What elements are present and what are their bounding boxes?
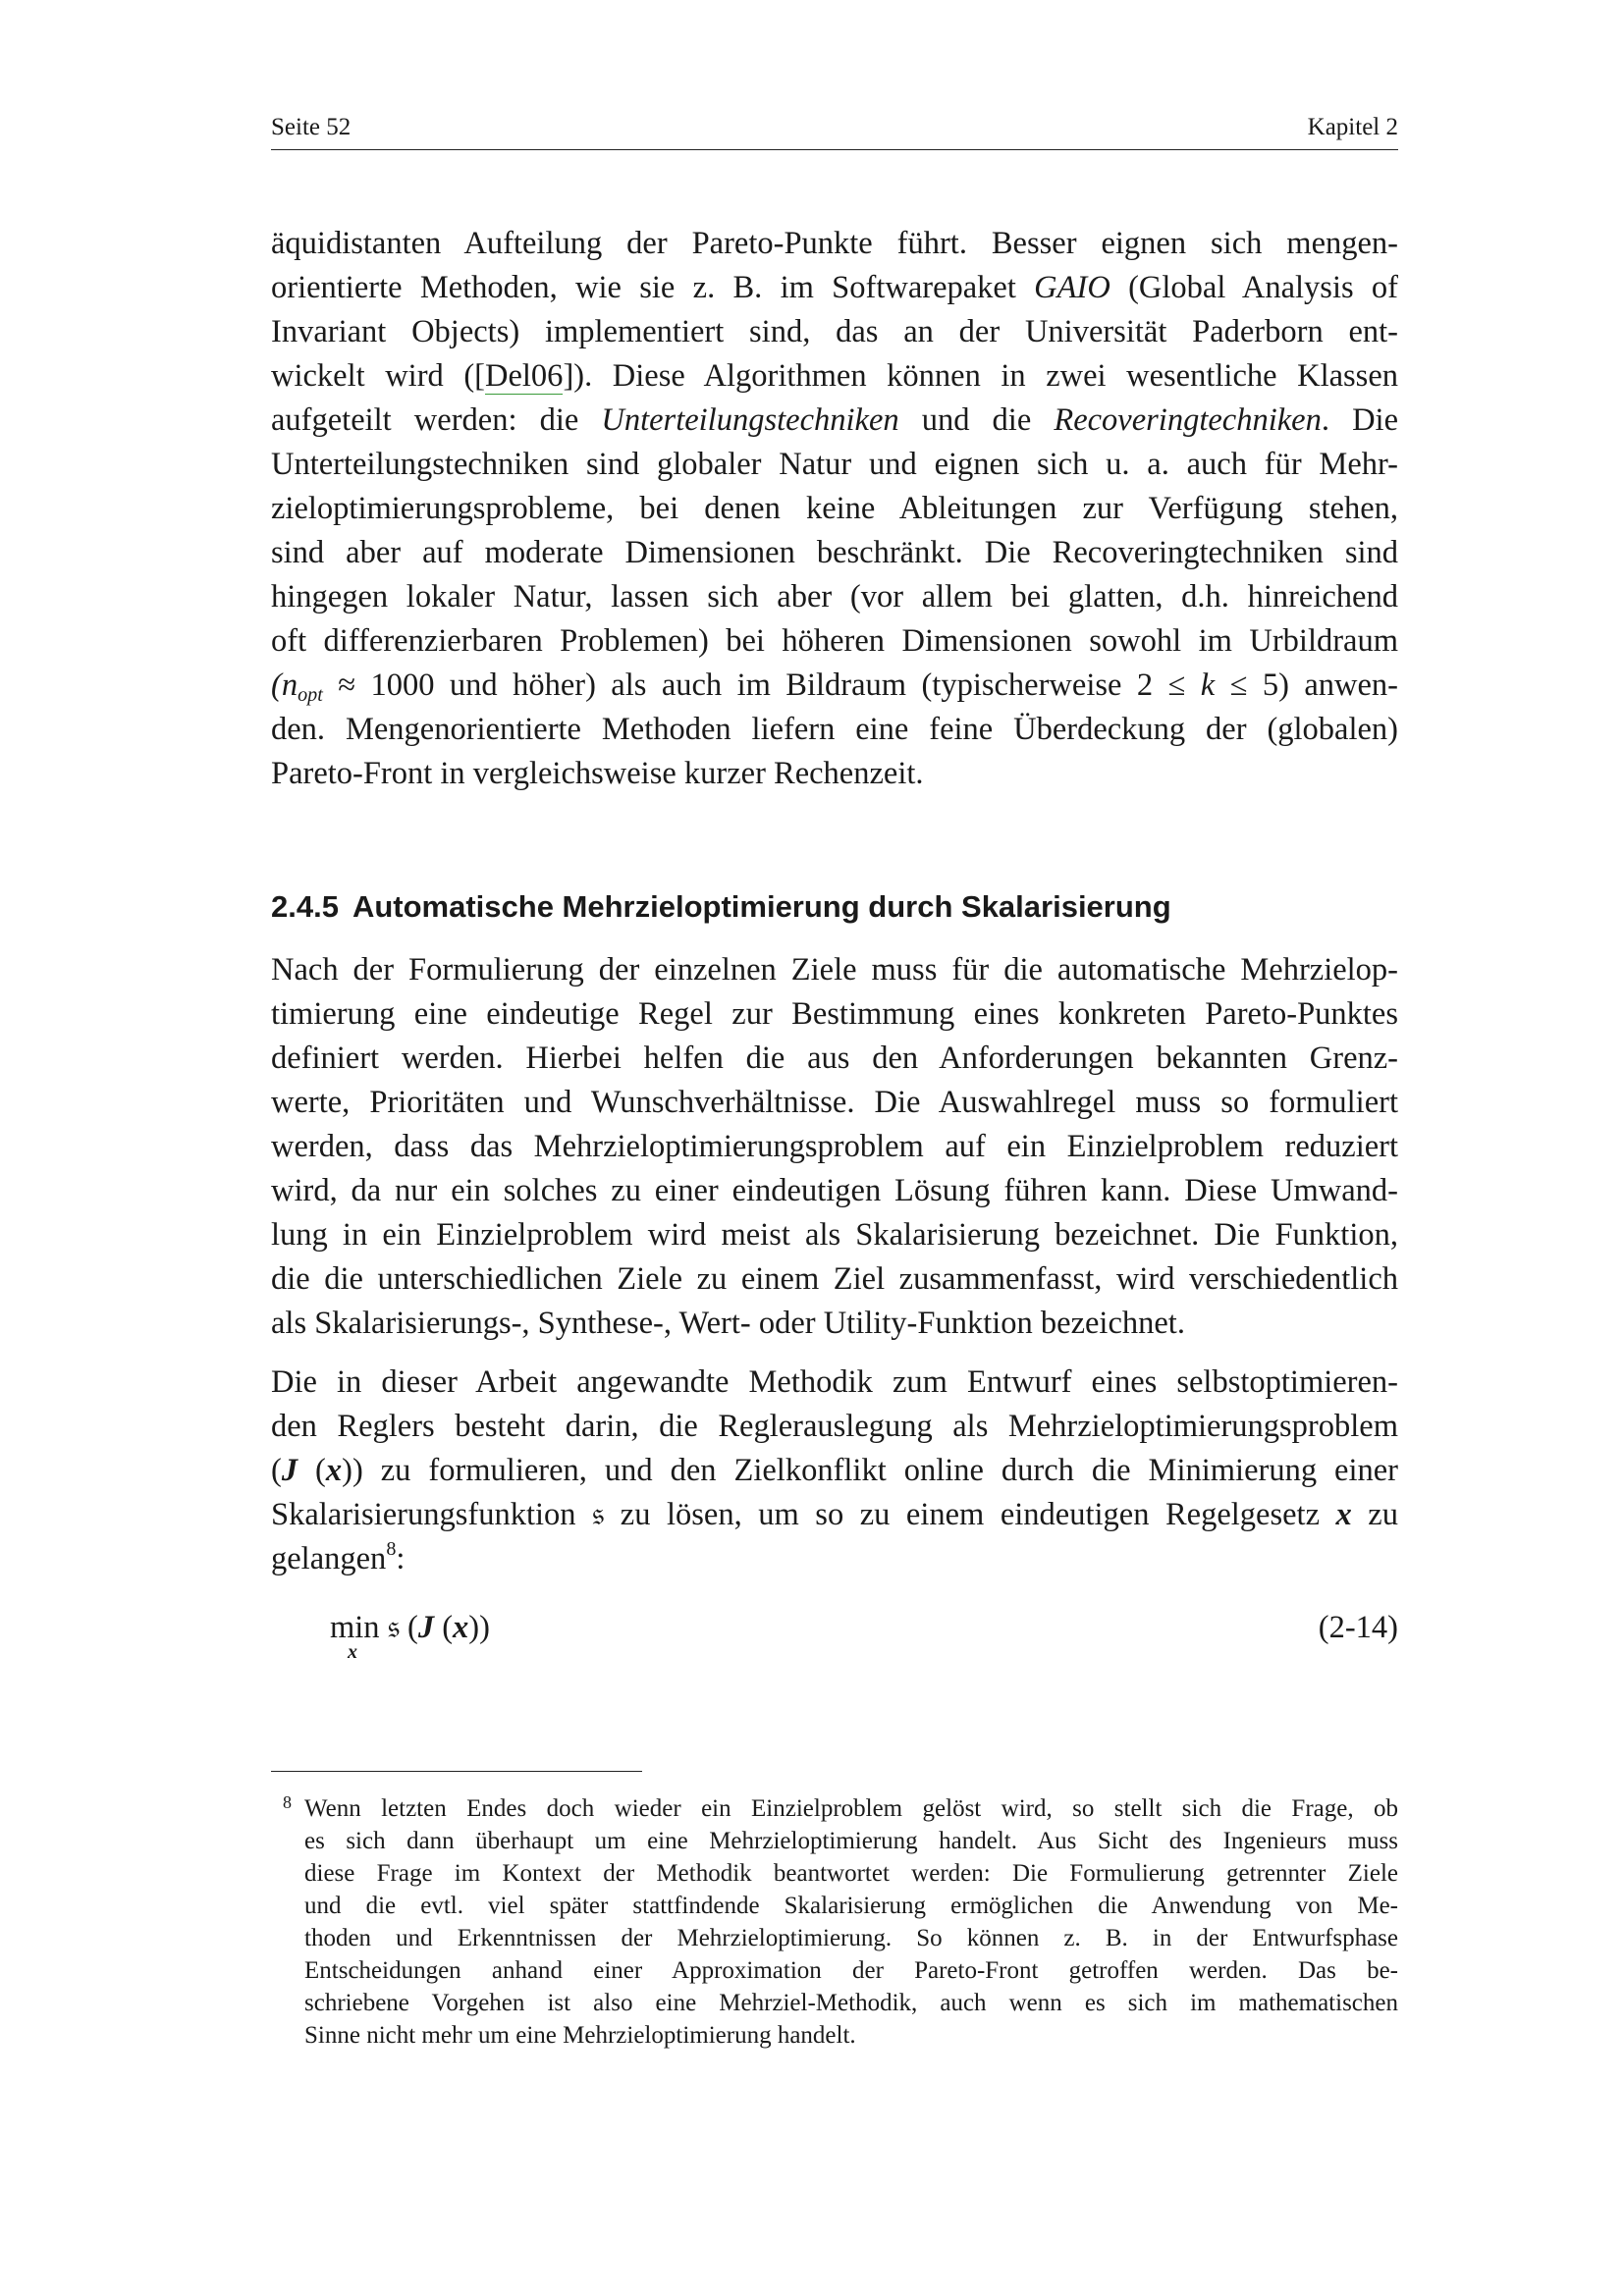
text-line: die die unterschiedlichen Ziele zu einem Ziel zusammenfasst, wird verschiedentlich bbox=[271, 1261, 1398, 1297]
term-unterteilung: Unterteilungstechniken bbox=[601, 402, 899, 438]
text-line: wird, da nur ein solches zu einer eindeutigen Lösung führen kann. Diese Umwand- bbox=[271, 1173, 1398, 1208]
text-line: hingegen lokaler Natur, lassen sich aber (vor allem bei glatten, d.h. hinreichend bbox=[271, 579, 1398, 614]
paragraph-3 bbox=[271, 1361, 1398, 1581]
term-recovering: Recoveringtechniken bbox=[1054, 402, 1322, 438]
text-line: sind aber auf moderate Dimensionen beschränkt. Die Recoveringtechniken sind bbox=[271, 535, 1398, 570]
text-line: gelangen$^8$: bbox=[271, 1537, 406, 1576]
footnote-line: diese Frage im Kontext der Methodik beantwortet werden: Die Formulierung getrennter Ziele bbox=[304, 1860, 1398, 1887]
footnote-line: es sich dann überhaupt um eine Mehrzieloptimierung handelt. Aus Sicht des Ingenieurs muss bbox=[304, 1828, 1398, 1854]
footnote-line: thoden und Erkenntnissen der Mehrzieloptimierung. So können z. B. in der Entwurfsphase bbox=[304, 1925, 1398, 1951]
text-line: werden, dass das Mehrzieloptimierungsproblem auf ein Einzielproblem reduziert bbox=[271, 1129, 1398, 1164]
text-line: Pareto-Front in vergleichsweise kurzer Rechenzeit. bbox=[271, 756, 924, 791]
text-line: Unterteilungstechniken sind globaler Natur und eignen sich u. a. auch für Mehr- bbox=[271, 447, 1398, 482]
section-number: 2.4.5 bbox=[271, 889, 339, 924]
text-line: wickelt wird ([Del06]). Diese Algorithmen können in zwei wesentliche Klassen bbox=[271, 358, 1398, 394]
text-line: äquidistanten Aufteilung der Pareto-Punkte führt. Besser eignen sich mengen- bbox=[271, 226, 1398, 261]
text-line: oft differenzierbaren Problemen) bei höheren Dimensionen sowohl im Urbildraum bbox=[271, 623, 1398, 659]
footnote-rule bbox=[271, 1771, 642, 1772]
text-line: werte, Prioritäten und Wunschverhältnisse. Die Auswahlregel muss so formuliert bbox=[271, 1085, 1398, 1120]
text-line: lung in ein Einzielproblem wird meist als Skalarisierung bezeichnet. Die Funktion, bbox=[271, 1217, 1398, 1253]
text-line: als Skalarisierungs-, Synthese-, Wert- oder Utility-Funktion bezeichnet. bbox=[271, 1306, 1185, 1341]
text-line: Nach der Formulierung der einzelnen Ziele muss für die automatische Mehrzielop- bbox=[271, 952, 1398, 988]
text-line: ($n_{opt} \approx 1000$ und höher) als auch im Bildraum (typischerweise 2 ≤ k ≤ 5) anwen- bbox=[271, 667, 1398, 707]
gaio-term: GAIO bbox=[1034, 270, 1110, 305]
text-line: (J (x)) zu formulieren, und den Zielkonflikt online durch die Minimierung einer bbox=[271, 1453, 1398, 1488]
section-title: Automatische Mehrzieloptimierung durch Skalarisierung bbox=[352, 889, 1171, 924]
text-line: definiert werden. Hierbei helfen die aus den Anforderungen bekannten Grenz- bbox=[271, 1041, 1398, 1076]
footnote-line: und die evtl. viel später stattfindende Skalarisierung ermöglichen die Anwendung von Me- bbox=[304, 1893, 1398, 1919]
text-line: timierung eine eindeutige Regel zur Bestimmung eines konkreten Pareto-Punktes bbox=[271, 996, 1398, 1032]
footnote-line: Entscheidungen anhand einer Approximation der Pareto-Front getroffen werden. Das be- bbox=[304, 1957, 1398, 1984]
citation-link[interactable]: Del06 bbox=[485, 358, 564, 394]
running-header bbox=[271, 110, 1398, 150]
text-line: den. Mengenorientierte Methoden liefern eine feine Überdeckung der (globalen) bbox=[271, 712, 1398, 747]
text-line: den Reglers besteht darin, die Reglerauslegung als Mehrzieloptimierungsproblem bbox=[271, 1409, 1398, 1444]
text-line: orientierte Methoden, wie sie z. B. im Softwarepaket GAIO (Global Analysis of bbox=[271, 270, 1398, 305]
text-line: Skalarisierungsfunktion 𝔰 zu lösen, um so zu einem eindeutigen Regelgesetz x zu bbox=[271, 1497, 1398, 1532]
footnote-line: Wenn letzten Endes doch wieder ein Einzielproblem gelöst wird, so stellt sich die Frage, ob bbox=[304, 1795, 1398, 1822]
text-line: zieloptimierungsprobleme, bei denen keine Ableitungen zur Verfügung stehen, bbox=[271, 491, 1398, 526]
section-heading bbox=[271, 889, 1398, 925]
paragraph-2 bbox=[271, 948, 1398, 1346]
footnote-8 bbox=[271, 1792, 1398, 2052]
page-number: Seite 52 bbox=[271, 114, 352, 140]
footnote-line: Sinne nicht mehr um eine Mehrzieloptimierung handelt. bbox=[304, 2022, 856, 2049]
text-line: Die in dieser Arbeit angewandte Methodik zum Entwurf eines selbstoptimieren- bbox=[271, 1364, 1398, 1400]
footnote-mark: 8 bbox=[283, 1792, 292, 1812]
footnote-ref[interactable]: 8 bbox=[386, 1537, 397, 1560]
equation-body: min x 𝔰 (J (x)) bbox=[330, 1610, 490, 1663]
equation-2-14 bbox=[271, 1610, 1398, 1669]
equation-number: (2-14) bbox=[1318, 1610, 1398, 1645]
text-line: Invariant Objects) implementiert sind, das an der Universität Paderborn ent- bbox=[271, 314, 1398, 349]
paragraph-1 bbox=[271, 222, 1398, 796]
chapter-label: Kapitel 2 bbox=[1307, 114, 1398, 140]
text-line: aufgeteilt werden: die Unterteilungstechniken und die Recoveringtechniken. Die bbox=[271, 402, 1398, 438]
footnote-line: schriebene Vorgehen ist also eine Mehrziel-Methodik, auch wenn es sich im mathematischen bbox=[304, 1990, 1398, 2016]
